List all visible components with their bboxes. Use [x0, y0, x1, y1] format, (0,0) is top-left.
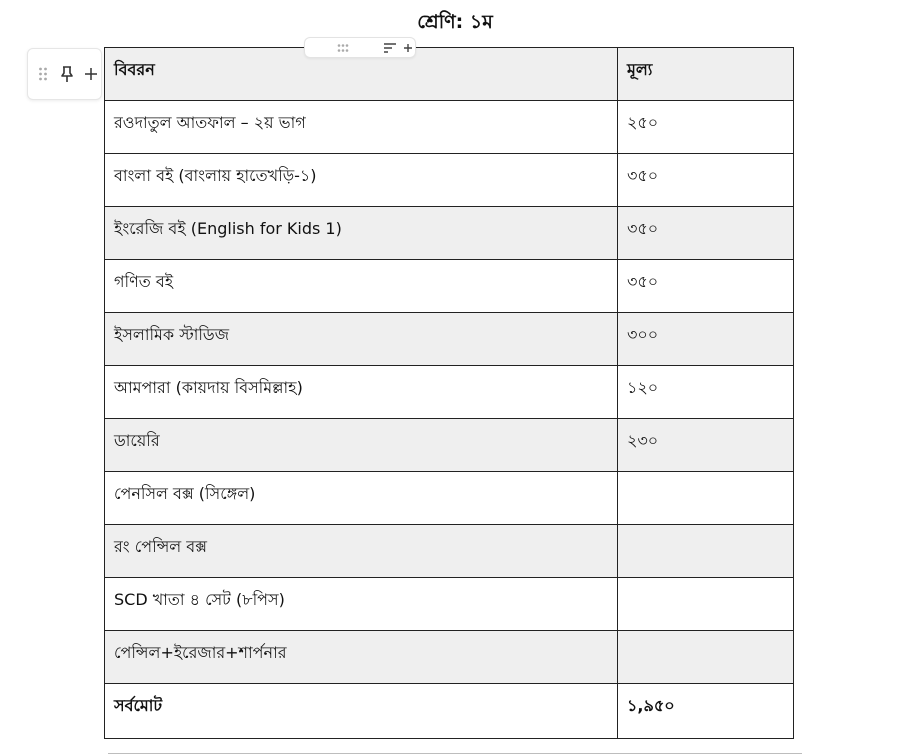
price-cell[interactable] [618, 472, 794, 525]
table-row [105, 313, 794, 366]
page-title: শ্রেণি: ১ম [417, 11, 493, 33]
drag-handle-icon[interactable] [336, 39, 350, 57]
item-cell[interactable]: গণিত বই [105, 260, 618, 313]
total-label[interactable]: সর্বমোট [105, 684, 618, 739]
item-cell[interactable]: রওদাতুল আতফাল – ২য় ভাগ [105, 101, 618, 154]
price-cell[interactable]: ৩৫০ [618, 260, 794, 313]
column-toolbar [304, 37, 416, 58]
item-cell[interactable]: বাংলা বই (বাংলায় হাতেখড়ি-১) [105, 154, 618, 207]
sort-icon[interactable] [382, 39, 398, 57]
plus-icon[interactable] [402, 39, 414, 57]
price-cell[interactable]: ৩৫০ [618, 207, 794, 260]
table-row [105, 101, 794, 154]
price-cell[interactable]: ৩৫০ [618, 154, 794, 207]
table-header-row [105, 48, 794, 101]
table-row [105, 260, 794, 313]
table-row [105, 366, 794, 419]
table-row [105, 525, 794, 578]
table-row [105, 419, 794, 472]
pin-icon[interactable] [58, 63, 76, 85]
column-header-description[interactable]: বিবরন [105, 48, 618, 101]
item-cell[interactable]: ইংরেজি বই (English for Kids 1) [105, 207, 618, 260]
total-row [105, 684, 794, 739]
price-cell[interactable] [618, 578, 794, 631]
table-row [105, 154, 794, 207]
item-cell[interactable]: ডায়েরি [105, 419, 618, 472]
price-table [104, 47, 794, 739]
total-value[interactable]: ১,৯৫০ [618, 684, 794, 739]
drag-handle-icon[interactable] [34, 63, 52, 85]
table-row [105, 578, 794, 631]
price-cell[interactable]: ১২০ [618, 366, 794, 419]
price-cell[interactable]: ৩০০ [618, 313, 794, 366]
row-toolbar [27, 48, 102, 100]
column-header-price[interactable]: মূল্য [618, 48, 794, 101]
price-cell[interactable] [618, 631, 794, 684]
table-row [105, 472, 794, 525]
table-row [105, 207, 794, 260]
item-cell[interactable]: ইসলামিক স্টাডিজ [105, 313, 618, 366]
price-cell[interactable]: ২৫০ [618, 101, 794, 154]
item-cell[interactable]: SCD খাতা ৪ সেট (৮পিস) [105, 578, 618, 631]
item-cell[interactable]: আমপারা (কায়দায় বিসমিল্লাহ) [105, 366, 618, 419]
plus-icon[interactable] [82, 63, 100, 85]
table-row [105, 631, 794, 684]
price-cell[interactable]: ২৩০ [618, 419, 794, 472]
price-cell[interactable] [618, 525, 794, 578]
item-cell[interactable]: পেন্সিল+ইরেজার+শার্পনার [105, 631, 618, 684]
item-cell[interactable]: রং পেন্সিল বক্স [105, 525, 618, 578]
divider [108, 753, 802, 754]
item-cell[interactable]: পেনসিল বক্স (সিঙ্গেল) [105, 472, 618, 525]
